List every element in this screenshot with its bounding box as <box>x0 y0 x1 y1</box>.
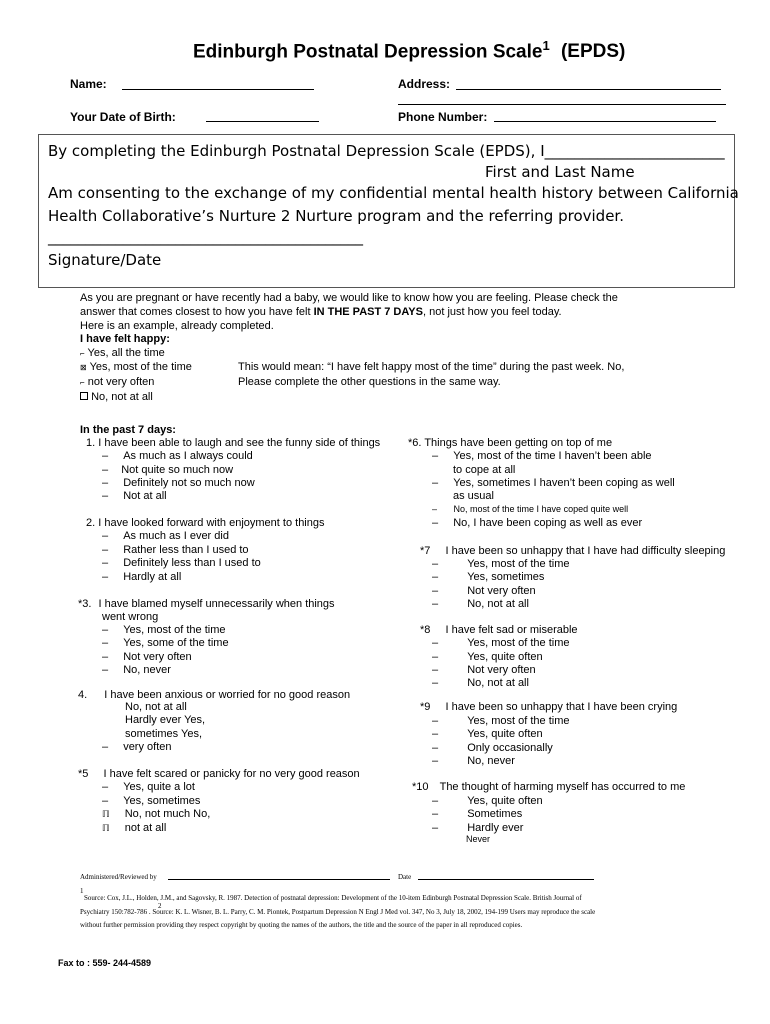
address-field-line2[interactable] <box>398 104 726 105</box>
option-label: Yes, sometimes <box>467 571 545 583</box>
option-label: As much as I ever did <box>123 530 229 542</box>
option-label: Hardly ever Yes, <box>125 714 206 726</box>
consent-line3: Health Collaborative’s Nurture 2 Nurture program and the referring provider. <box>48 207 624 225</box>
question-5 <box>78 768 360 780</box>
option-label: Yes, most of the time I haven’t been able <box>453 450 652 462</box>
q5-option-3[interactable] <box>102 808 210 820</box>
q8-option-3[interactable]: – Not very often <box>432 664 536 676</box>
address-field[interactable] <box>456 89 721 90</box>
q3-option-1[interactable]: – Yes, most of the time <box>102 624 226 636</box>
example-option-label: No, not at all <box>91 391 153 403</box>
option-label: very often <box>123 741 172 753</box>
consent-line2: Am consenting to the exchange of my confidential mental health history between California <box>48 184 739 202</box>
example-option-label: Yes, most of the time <box>89 361 192 373</box>
option-label: sometimes Yes, <box>125 728 203 740</box>
q2-option-2[interactable]: – Rather less than I used to <box>102 544 249 556</box>
question-number: 2. <box>86 517 96 529</box>
question-number: *6. <box>408 437 422 449</box>
signature-label: Signature/Date <box>48 251 162 269</box>
intro-line2-bold: IN THE PAST 7 DAYS <box>313 306 423 318</box>
option-label: Yes, quite often <box>467 728 543 740</box>
signature-blank[interactable]: __________________________________________ <box>48 228 363 246</box>
q1-option-1[interactable]: – As much as I always could <box>102 450 253 462</box>
q7-option-4[interactable]: – No, not at all <box>432 598 529 610</box>
question-2 <box>86 517 325 529</box>
option-label: Yes, sometimes <box>123 795 201 807</box>
name-field[interactable] <box>122 89 314 90</box>
q9-option-4[interactable]: – No, never <box>432 755 515 767</box>
q9-option-2[interactable]: – Yes, quite often <box>432 728 543 740</box>
question-number: *8 <box>420 624 431 636</box>
question-text: I have blamed myself unnecessarily when things <box>98 598 335 610</box>
intro-line2 <box>80 306 562 318</box>
q6-option-2-cont: as usual <box>453 490 494 502</box>
question-3-line2: went wrong <box>102 611 159 623</box>
q8-option-4[interactable]: – No, not at all <box>432 677 529 689</box>
option-label: Yes, most of the time <box>467 715 570 727</box>
question-3 <box>78 598 335 610</box>
option-label: Rather less than I used to <box>123 544 249 556</box>
q10-option-4[interactable] <box>466 834 490 844</box>
q1-option-4[interactable]: – Not at all <box>102 490 167 502</box>
dob-label: Your Date of Birth: <box>70 110 176 124</box>
q7-option-2[interactable]: – Yes, sometimes <box>432 571 545 583</box>
option-label: not at all <box>124 822 167 834</box>
option-label: No, not at all <box>467 598 529 610</box>
q10-option-2[interactable]: – Sometimes <box>432 808 523 820</box>
q10-option-3[interactable]: – Hardly ever <box>432 822 524 834</box>
title-superscript: 1 <box>542 38 550 53</box>
question-9 <box>420 701 677 713</box>
date-label: Date <box>398 873 412 881</box>
footnote-sup-2: 2 <box>158 902 162 910</box>
question-text: I have been anxious or worried for no good reason <box>104 689 351 701</box>
q8-option-2[interactable]: – Yes, quite often <box>432 651 543 663</box>
example-option-label: Yes, all the time <box>87 347 165 359</box>
q8-option-1[interactable]: – Yes, most of the time <box>432 637 570 649</box>
q4-option-4[interactable]: – very often <box>102 741 172 753</box>
q3-option-2[interactable]: – Yes, some of the time <box>102 637 229 649</box>
option-label: Hardly at all <box>123 571 182 583</box>
q2-option-4[interactable]: – Hardly at all <box>102 571 182 583</box>
question-number: *9 <box>420 701 431 713</box>
checkbox-icon <box>80 392 88 400</box>
q3-option-3[interactable]: – Not very often <box>102 651 192 663</box>
date-field[interactable] <box>418 879 594 880</box>
section-heading: In the past 7 days: <box>80 424 176 436</box>
fax-number: Fax to : 559- 244-4589 <box>58 958 152 968</box>
q4-option-1[interactable] <box>125 701 187 713</box>
option-label: Definitely not so much now <box>123 477 255 489</box>
intro-line1: As you are pregnant or have recently had a baby, we would like to know how you are feeling. Please check the <box>80 292 618 304</box>
q2-option-1[interactable]: – As much as I ever did <box>102 530 229 542</box>
example-meaning-2: Please complete the other questions in the same way. <box>238 376 501 388</box>
question-text: I have been so unhappy that I have had difficulty sleeping <box>445 545 726 557</box>
footnote-sup-1: 1 <box>80 887 84 895</box>
option-label: Yes, sometimes I haven’t been coping as well <box>453 477 675 489</box>
page-title <box>193 38 625 63</box>
intro-line3: Here is an example, already completed. <box>80 320 274 332</box>
option-label: No, I have been coping as well as ever <box>453 517 643 529</box>
checkbox-icon: ⌐ <box>80 349 85 358</box>
q5-option-2[interactable]: – Yes, sometimes <box>102 795 201 807</box>
checked-box-icon: ⊠ <box>80 363 87 372</box>
administered-label: Administered/Reviewed by <box>80 873 157 881</box>
checkbox-icon: ⌐ <box>80 378 85 387</box>
option-label: Definitely less than I used to <box>123 557 261 569</box>
phone-field[interactable] <box>494 121 716 122</box>
question-number: *10 <box>412 781 429 793</box>
phone-label: Phone Number: <box>398 110 488 124</box>
title-abbr: (EPDS) <box>560 41 626 63</box>
question-6 <box>408 437 612 449</box>
q1-option-3[interactable]: – Definitely not so much now <box>102 477 255 489</box>
question-text: I have felt sad or miserable <box>445 624 578 636</box>
option-label: Yes, most of the time <box>467 558 570 570</box>
question-text: I have been able to laugh and see the funny side of things <box>98 437 381 449</box>
option-label: Never <box>466 834 491 844</box>
example-option-1 <box>80 347 165 359</box>
q6-option-1-cont: to cope at all <box>453 464 516 476</box>
consent-text: By completing the Edinburgh Postnatal Depression Scale (EPDS), I <box>48 142 545 160</box>
consent-name-blank[interactable]: ________________________ <box>544 142 725 160</box>
q2-option-3[interactable]: – Definitely less than I used to <box>102 557 261 569</box>
question-number: 4. <box>78 689 88 701</box>
option-label: Not very often <box>123 651 192 663</box>
address-label: Address: <box>398 77 451 91</box>
option-label: Hardly ever <box>467 822 524 834</box>
dob-field[interactable] <box>206 121 319 122</box>
question-7 <box>420 545 725 557</box>
option-label: Not at all <box>123 490 167 502</box>
checkbox-icon: ℿ <box>102 823 110 833</box>
q7-option-1[interactable]: – Yes, most of the time <box>432 558 570 570</box>
q4-option-3[interactable] <box>125 728 202 740</box>
option-label: Yes, some of the time <box>123 637 229 649</box>
option-label: Only occasionally <box>467 742 553 754</box>
question-number: *5 <box>78 768 89 780</box>
question-1 <box>86 437 380 449</box>
question-10 <box>412 781 685 793</box>
option-label: Sometimes <box>467 808 523 820</box>
option-label: Yes, quite a lot <box>123 781 195 793</box>
q6-option-4[interactable]: – No, I have been coping as well as ever <box>432 517 643 529</box>
intro-line2-c: , not just how you feel today. <box>422 306 562 318</box>
source-line-1: Source: Cox, J.L., Holden, J.M., and Sagovsky, R. 1987. Detection of postnatal depression: Development of the 10-item Edinburgh Postnatal Depression Scale. British Journal of <box>84 894 582 902</box>
checkbox-icon: ℿ <box>102 809 110 819</box>
option-label: No, most of the time I have coped quite well <box>453 504 629 514</box>
title-text: Edinburgh Postnatal Depression Scale <box>193 41 543 63</box>
q10-option-1[interactable]: – Yes, quite often <box>432 795 543 807</box>
q1-option-2[interactable]: – Not quite so much now <box>102 464 234 476</box>
option-label: No, not much No, <box>124 808 211 820</box>
q4-option-2[interactable] <box>125 714 205 726</box>
option-label: Not very often <box>467 664 536 676</box>
option-label: Yes, most of the time <box>467 637 570 649</box>
question-text: Things have been getting on top of me <box>424 437 613 449</box>
question-number: *7 <box>420 545 431 557</box>
option-label: Not quite so much now <box>121 464 234 476</box>
q7-option-3[interactable]: – Not very often <box>432 585 536 597</box>
option-label: Yes, quite often <box>467 795 543 807</box>
question-text: The thought of harming myself has occurred to me <box>439 781 686 793</box>
question-text: I have felt scared or panicky for no very good reason <box>103 768 360 780</box>
question-text: I have looked forward with enjoyment to things <box>98 517 325 529</box>
option-label: No, never <box>123 664 171 676</box>
option-label: No, not at all <box>125 701 187 713</box>
name-label: Name: <box>70 77 107 91</box>
first-last-label: First and Last Name <box>485 163 635 181</box>
source-line-2: Psychiatry 150:782-786 . Source: K. L. Wisner, B. L. Parry, C. M. Piontek, Postpartum Depression N Engl J Med vol. 347, No 3, July 18, 2002, 194-199 Users may reproduce the scale <box>80 908 596 916</box>
option-label: As much as I always could <box>123 450 253 462</box>
q5-option-4[interactable] <box>102 822 166 834</box>
q9-option-3[interactable]: – Only occasionally <box>432 742 553 754</box>
question-number: *3. <box>78 598 92 610</box>
option-label: Yes, most of the time <box>123 624 226 636</box>
question-4 <box>78 689 350 701</box>
example-option-label: not very often <box>87 376 155 388</box>
question-8 <box>420 624 578 636</box>
question-number: 1. <box>86 437 96 449</box>
q9-option-1[interactable]: – Yes, most of the time <box>432 715 570 727</box>
consent-line1 <box>48 142 725 160</box>
example-option-3 <box>80 376 154 388</box>
question-text: I have been so unhappy that I have been crying <box>445 701 678 713</box>
example-meaning-1: This would mean: “I have felt happy most of the time” during the past week. No, <box>238 361 625 373</box>
intro-line2-a: answer that comes closest to how you have felt <box>80 306 314 318</box>
q3-option-4[interactable]: – No, never <box>102 664 171 676</box>
q5-option-1[interactable]: – Yes, quite a lot <box>102 781 195 793</box>
example-option-4 <box>80 391 153 403</box>
q6-option-2[interactable]: – Yes, sometimes I haven’t been coping as well <box>432 477 675 489</box>
source-line-3: without further permission providing they respect copyright by quoting the names of the authors, the title and the source of the paper in all reproduced copies. <box>80 921 523 929</box>
example-option-2 <box>80 361 192 373</box>
option-label: No, not at all <box>467 677 529 689</box>
q6-option-1[interactable]: – Yes, most of the time I haven’t been able <box>432 450 652 462</box>
option-label: Not very often <box>467 585 536 597</box>
option-label: No, never <box>467 755 515 767</box>
q6-option-3[interactable]: – No, most of the time I have coped quite well <box>432 504 629 514</box>
example-heading: I have felt happy: <box>80 333 170 345</box>
administered-field[interactable] <box>168 879 390 880</box>
option-label: Yes, quite often <box>467 651 543 663</box>
